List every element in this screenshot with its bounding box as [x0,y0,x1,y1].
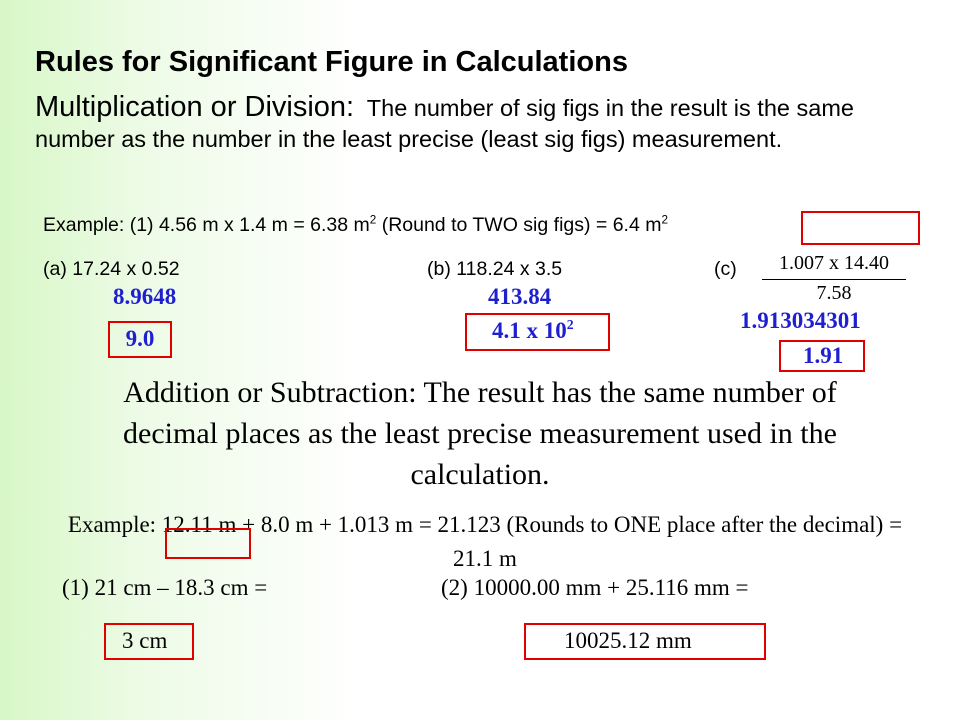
example1-prefix: Example: (1) 4.56 m x 1.4 m = 6.38 m [43,214,370,236]
fraction-numerator: 1.007 x 14.40 [779,252,889,274]
multiplication-rule-text: The number of sig figs in the result is the same number as the number in the least precise (least sig figs) measurement. [35,95,854,152]
fraction-bar [762,279,906,280]
practice-2-answer-box [524,623,766,660]
multiplication-example [43,214,668,237]
addition-example-highlight [165,528,251,559]
problem-b-answer-box [465,313,610,351]
multiplication-rule [35,92,925,155]
problem-a-raw-result: 8.9648 [113,284,177,309]
practice-1-answer-box [104,623,194,660]
example1-exponent-1: 2 [369,213,377,227]
example1-exponent-2: 2 [661,213,668,227]
example1-answer-highlight [801,211,920,245]
problem-a-rounded-result: 9.0 [125,326,155,351]
problem-c-label: (c) [714,258,737,280]
example1-middle: (Round to TWO sig figs) = 6.4 m [376,214,662,236]
practice-1-label: (1) 21 cm – 18.3 cm = [62,575,268,600]
problem-a-answer-box [108,321,172,358]
problem-b-rounded-result [492,318,574,344]
problem-c-fraction [760,250,908,308]
addition-example: Example: 12.11 m + 8.0 m + 1.013 m = 21.123 (Rounds to ONE place after the decimal) = 21.1 m [67,512,903,571]
problem-a-label: (a) 17.24 x 0.52 [43,258,180,280]
multiplication-heading: Multiplication or Division: [35,91,355,123]
problem-c-answer-box [779,340,865,372]
problem-c-raw-result: 1.913034301 [740,308,861,333]
problem-b-rounded-exponent: 2 [566,317,574,333]
slide-title: Rules for Significant Figure in Calculations [35,46,628,78]
problem-b-rounded-base: 4.1 x 10 [492,318,567,343]
problem-c-rounded-result: 1.91 [803,343,844,368]
practice-1-answer: 3 cm [122,628,168,653]
problem-b-label: (b) 118.24 x 3.5 [427,258,563,280]
practice-2-label: (2) 10000.00 mm + 25.116 mm = [441,575,749,600]
problem-b-raw-result: 413.84 [488,284,552,309]
addition-rule: Addition or Subtraction: The result has the same number of decimal places as the least precise measurement used in the calculation. [123,376,837,491]
practice-2-answer: 10025.12 mm [564,628,692,653]
fraction-denominator: 7.58 [816,282,852,304]
